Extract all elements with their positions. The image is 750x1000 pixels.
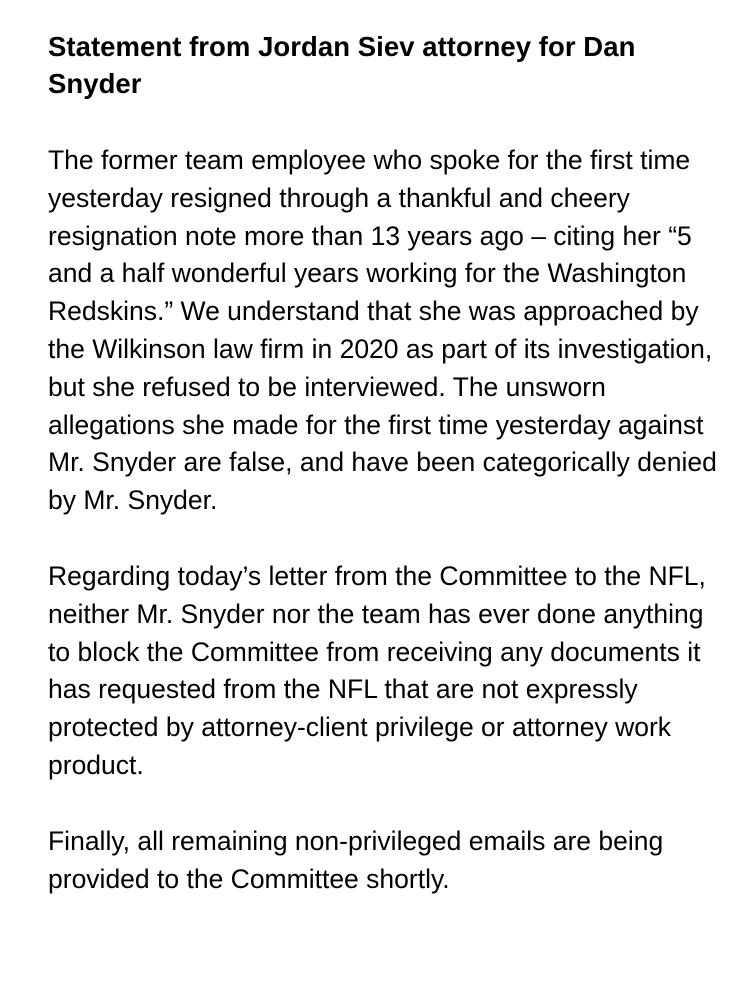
- statement-paragraph-2: Regarding today’s letter from the Committee to the NFL, neither Mr. Snyder nor the team has ever done anything to block the Committee from receiving any documents it has requested from the NFL that are not expressly protected by attorney-client privilege or attorney work product.: [48, 560, 706, 780]
- statement-document: [48, 28, 718, 898]
- statement-paragraph-1: The former team employee who spoke for the first time yesterday resigned through a thankful and cheery resignation note more than 13 years ago – citing her “5 and a half wonderful years working for the Washington Redskins.” We understand that she was approached by the Wilkinson law firm in 2020 as part of its investigation, but she refused to be interviewed. The unsworn allegations she made for the first time yesterday against Mr. Snyder are false, and have been categorically denied by Mr. Snyder.: [48, 145, 717, 516]
- statement-title: Statement from Jordan Siev attorney for Dan Snyder: [48, 31, 636, 99]
- statement-paragraph-3: Finally, all remaining non-privileged emails are being provided to the Committee shortly.: [48, 825, 664, 894]
